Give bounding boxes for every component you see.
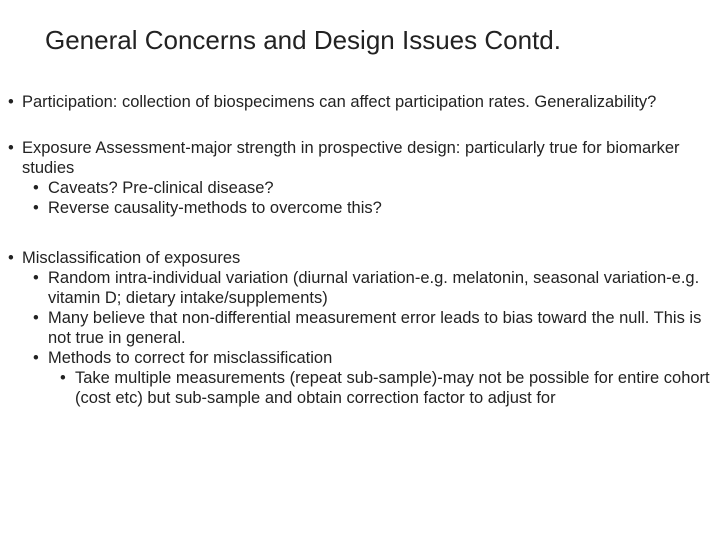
bullet-marker: • xyxy=(33,349,39,367)
slide-title: General Concerns and Design Issues Contd. xyxy=(45,25,561,55)
slide-body xyxy=(0,92,720,408)
bullet-text: Participation: collection of biospecimens can affect participation rates. Generalizability? xyxy=(22,93,657,111)
bullet-exposure-assessment xyxy=(0,138,720,178)
bullet-participation xyxy=(0,92,720,112)
bullet-marker: • xyxy=(8,93,14,111)
bullet-marker: • xyxy=(33,179,39,197)
bullet-text: Many believe that non-differential measurement error leads to bias toward the null. This is not true in general. xyxy=(48,309,702,347)
sub-bullet-random-variation xyxy=(0,268,720,308)
bullet-marker: • xyxy=(8,139,14,157)
sub-bullet-measurement-error xyxy=(0,308,720,348)
bullet-text: Caveats? Pre-clinical disease? xyxy=(48,179,274,197)
bullet-misclassification xyxy=(0,248,720,268)
bullet-text: Take multiple measurements (repeat sub-sample)-may not be possible for entire cohort (cost etc) but sub-sample and obtain correction factor to adjust for xyxy=(75,369,710,407)
bullet-marker: • xyxy=(60,369,66,387)
bullet-marker: • xyxy=(33,199,39,217)
bullet-marker: • xyxy=(8,249,14,267)
bullet-text: Misclassification of exposures xyxy=(22,249,241,267)
sub-bullet-correction-methods xyxy=(0,348,720,368)
bullet-marker: • xyxy=(33,309,39,327)
sub-sub-bullet-multiple-measurements xyxy=(0,368,720,408)
bullet-text: Random intra-individual variation (diurnal variation-e.g. melatonin, seasonal variation-e.g. vitamin D; dietary intake/supplements) xyxy=(48,269,700,307)
bullet-text: Methods to correct for misclassification xyxy=(48,349,333,367)
bullet-text: Reverse causality-methods to overcome this? xyxy=(48,199,382,217)
bullet-text: Exposure Assessment-major strength in prospective design: particularly true for biomarker studies xyxy=(22,139,680,177)
sub-bullet-caveats xyxy=(0,178,720,198)
sub-bullet-reverse-causality xyxy=(0,198,720,218)
bullet-marker: • xyxy=(33,269,39,287)
